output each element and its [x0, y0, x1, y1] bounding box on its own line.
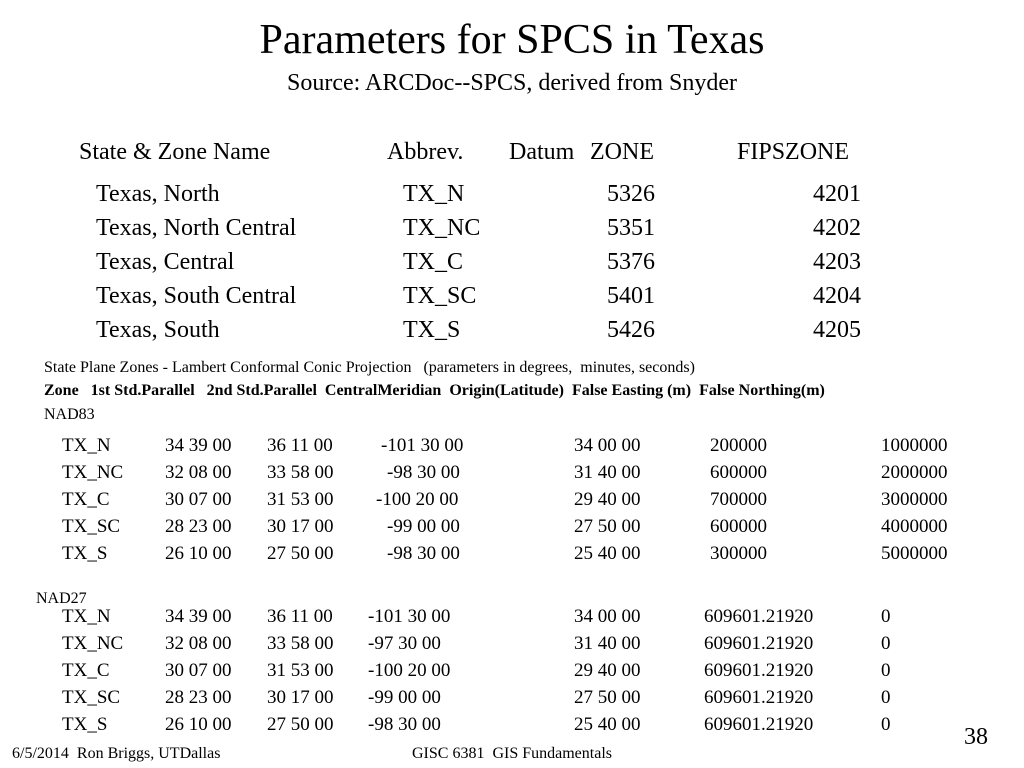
param-false-easting: 609601.21920	[704, 714, 814, 735]
param-central-meridian: -98 30 00	[387, 462, 460, 483]
param-std-parallel-1: 30 07 00	[165, 660, 232, 681]
nad83-row	[0, 432, 1024, 459]
zone-name: Texas, South	[96, 317, 220, 343]
param-zone: TX_C	[62, 489, 110, 510]
param-false-easting: 609601.21920	[704, 633, 814, 654]
zone-name: Texas, Central	[96, 249, 235, 275]
param-origin-latitude: 31 40 00	[574, 462, 641, 483]
zone-code: 5376	[607, 249, 655, 275]
param-false-northing: 0	[881, 660, 891, 681]
param-false-easting: 609601.21920	[704, 606, 814, 627]
param-std-parallel-2: 27 50 00	[267, 714, 334, 735]
param-central-meridian: -100 20 00	[376, 489, 459, 510]
zone-name: Texas, North	[96, 181, 220, 207]
nad83-row	[0, 459, 1024, 486]
param-zone: TX_SC	[62, 516, 121, 537]
param-std-parallel-1: 28 23 00	[165, 687, 232, 708]
zone-row	[0, 279, 1024, 313]
param-std-parallel-2: 36 11 00	[267, 606, 333, 627]
param-central-meridian: -98 30 00	[387, 543, 460, 564]
param-std-parallel-1: 34 39 00	[165, 435, 232, 456]
param-false-northing: 0	[881, 606, 891, 627]
param-zone: TX_S	[62, 714, 108, 735]
param-false-northing: 4000000	[881, 516, 948, 537]
param-central-meridian: -100 20 00	[368, 660, 451, 681]
nad83-row	[0, 486, 1024, 513]
projection-note: State Plane Zones - Lambert Conformal Conic Projection (parameters in degrees, minutes, seconds)	[44, 359, 695, 376]
nad83-row	[0, 540, 1024, 567]
zone-abbrev: TX_NC	[403, 215, 481, 241]
nad27-row	[0, 657, 1024, 684]
zone-header-name: State & Zone Name	[79, 139, 271, 165]
param-std-parallel-1: 32 08 00	[165, 633, 232, 654]
param-std-parallel-2: 31 53 00	[267, 489, 334, 510]
param-zone: TX_SC	[62, 687, 121, 708]
nad27-row	[0, 603, 1024, 630]
zone-abbrev: TX_SC	[403, 283, 477, 309]
param-central-meridian: -97 30 00	[368, 633, 441, 654]
nad27-label: NAD27	[36, 590, 87, 607]
param-origin-latitude: 34 00 00	[574, 435, 641, 456]
param-central-meridian: -101 30 00	[368, 606, 451, 627]
param-false-easting: 600000	[710, 516, 767, 537]
param-std-parallel-1: 30 07 00	[165, 489, 232, 510]
zone-header-zone: ZONE	[590, 139, 654, 165]
zone-name: Texas, South Central	[96, 283, 297, 309]
param-origin-latitude: 29 40 00	[574, 489, 641, 510]
param-zone: TX_NC	[62, 462, 124, 483]
param-origin-latitude: 34 00 00	[574, 606, 641, 627]
param-false-easting: 609601.21920	[704, 660, 814, 681]
zone-fips: 4202	[813, 215, 861, 241]
param-zone: TX_C	[62, 660, 110, 681]
param-false-northing: 0	[881, 687, 891, 708]
param-std-parallel-2: 30 17 00	[267, 687, 334, 708]
param-false-easting: 609601.21920	[704, 687, 814, 708]
param-false-northing: 1000000	[881, 435, 948, 456]
param-false-easting: 300000	[710, 543, 767, 564]
param-std-parallel-1: 32 08 00	[165, 462, 232, 483]
footer-course: GISC 6381 GIS Fundamentals	[412, 745, 612, 762]
slide-title: Parameters for SPCS in Texas	[259, 17, 765, 63]
nad83-row	[0, 513, 1024, 540]
param-std-parallel-2: 33 58 00	[267, 462, 334, 483]
zone-code: 5351	[607, 215, 655, 241]
param-origin-latitude: 31 40 00	[574, 633, 641, 654]
zone-abbrev: TX_S	[403, 317, 461, 343]
zone-abbrev: TX_N	[403, 181, 465, 207]
param-std-parallel-1: 26 10 00	[165, 714, 232, 735]
param-origin-latitude: 29 40 00	[574, 660, 641, 681]
slide-subtitle: Source: ARCDoc--SPCS, derived from Snyder	[287, 70, 737, 96]
param-std-parallel-2: 31 53 00	[267, 660, 334, 681]
zone-abbrev: TX_C	[403, 249, 463, 275]
param-std-parallel-2: 30 17 00	[267, 516, 334, 537]
param-std-parallel-2: 33 58 00	[267, 633, 334, 654]
nad27-row	[0, 711, 1024, 738]
param-zone: TX_NC	[62, 633, 124, 654]
param-origin-latitude: 27 50 00	[574, 516, 641, 537]
param-std-parallel-1: 28 23 00	[165, 516, 232, 537]
param-central-meridian: -99 00 00	[387, 516, 460, 537]
param-central-meridian: -99 00 00	[368, 687, 441, 708]
parameter-headers: Zone 1st Std.Parallel 2nd Std.Parallel CentralMeridian Origin(Latitude) False Easting (m) False Northing(m)	[44, 382, 825, 399]
zone-header-abbrev: Abbrev.	[387, 139, 464, 165]
param-false-northing: 3000000	[881, 489, 948, 510]
zone-name: Texas, North Central	[96, 215, 297, 241]
param-false-northing: 5000000	[881, 543, 948, 564]
zone-header-datum: Datum	[509, 139, 575, 165]
param-origin-latitude: 25 40 00	[574, 714, 641, 735]
zone-row	[0, 177, 1024, 211]
zone-row	[0, 211, 1024, 245]
param-central-meridian: -101 30 00	[381, 435, 464, 456]
param-std-parallel-1: 26 10 00	[165, 543, 232, 564]
param-zone: TX_S	[62, 543, 108, 564]
nad27-row	[0, 630, 1024, 657]
param-zone: TX_N	[62, 435, 111, 456]
param-false-northing: 0	[881, 633, 891, 654]
zone-fips: 4203	[813, 249, 861, 275]
param-std-parallel-1: 34 39 00	[165, 606, 232, 627]
nad27-row	[0, 684, 1024, 711]
param-std-parallel-2: 36 11 00	[267, 435, 333, 456]
zone-fips: 4201	[813, 181, 861, 207]
zone-fips: 4204	[813, 283, 861, 309]
page-number: 38	[964, 724, 988, 750]
zone-code: 5426	[607, 317, 655, 343]
zone-row	[0, 245, 1024, 279]
param-false-northing: 0	[881, 714, 891, 735]
zone-row	[0, 313, 1024, 347]
zone-fips: 4205	[813, 317, 861, 343]
zone-code: 5401	[607, 283, 655, 309]
footer-date-author: 6/5/2014 Ron Briggs, UTDallas	[12, 745, 221, 762]
param-false-northing: 2000000	[881, 462, 948, 483]
param-origin-latitude: 25 40 00	[574, 543, 641, 564]
zone-header-fipszone: FIPSZONE	[737, 139, 850, 165]
nad83-label: NAD83	[44, 406, 95, 423]
param-false-easting: 600000	[710, 462, 767, 483]
zone-code: 5326	[607, 181, 655, 207]
param-false-easting: 200000	[710, 435, 767, 456]
param-false-easting: 700000	[710, 489, 767, 510]
param-std-parallel-2: 27 50 00	[267, 543, 334, 564]
param-central-meridian: -98 30 00	[368, 714, 441, 735]
param-origin-latitude: 27 50 00	[574, 687, 641, 708]
param-zone: TX_N	[62, 606, 111, 627]
